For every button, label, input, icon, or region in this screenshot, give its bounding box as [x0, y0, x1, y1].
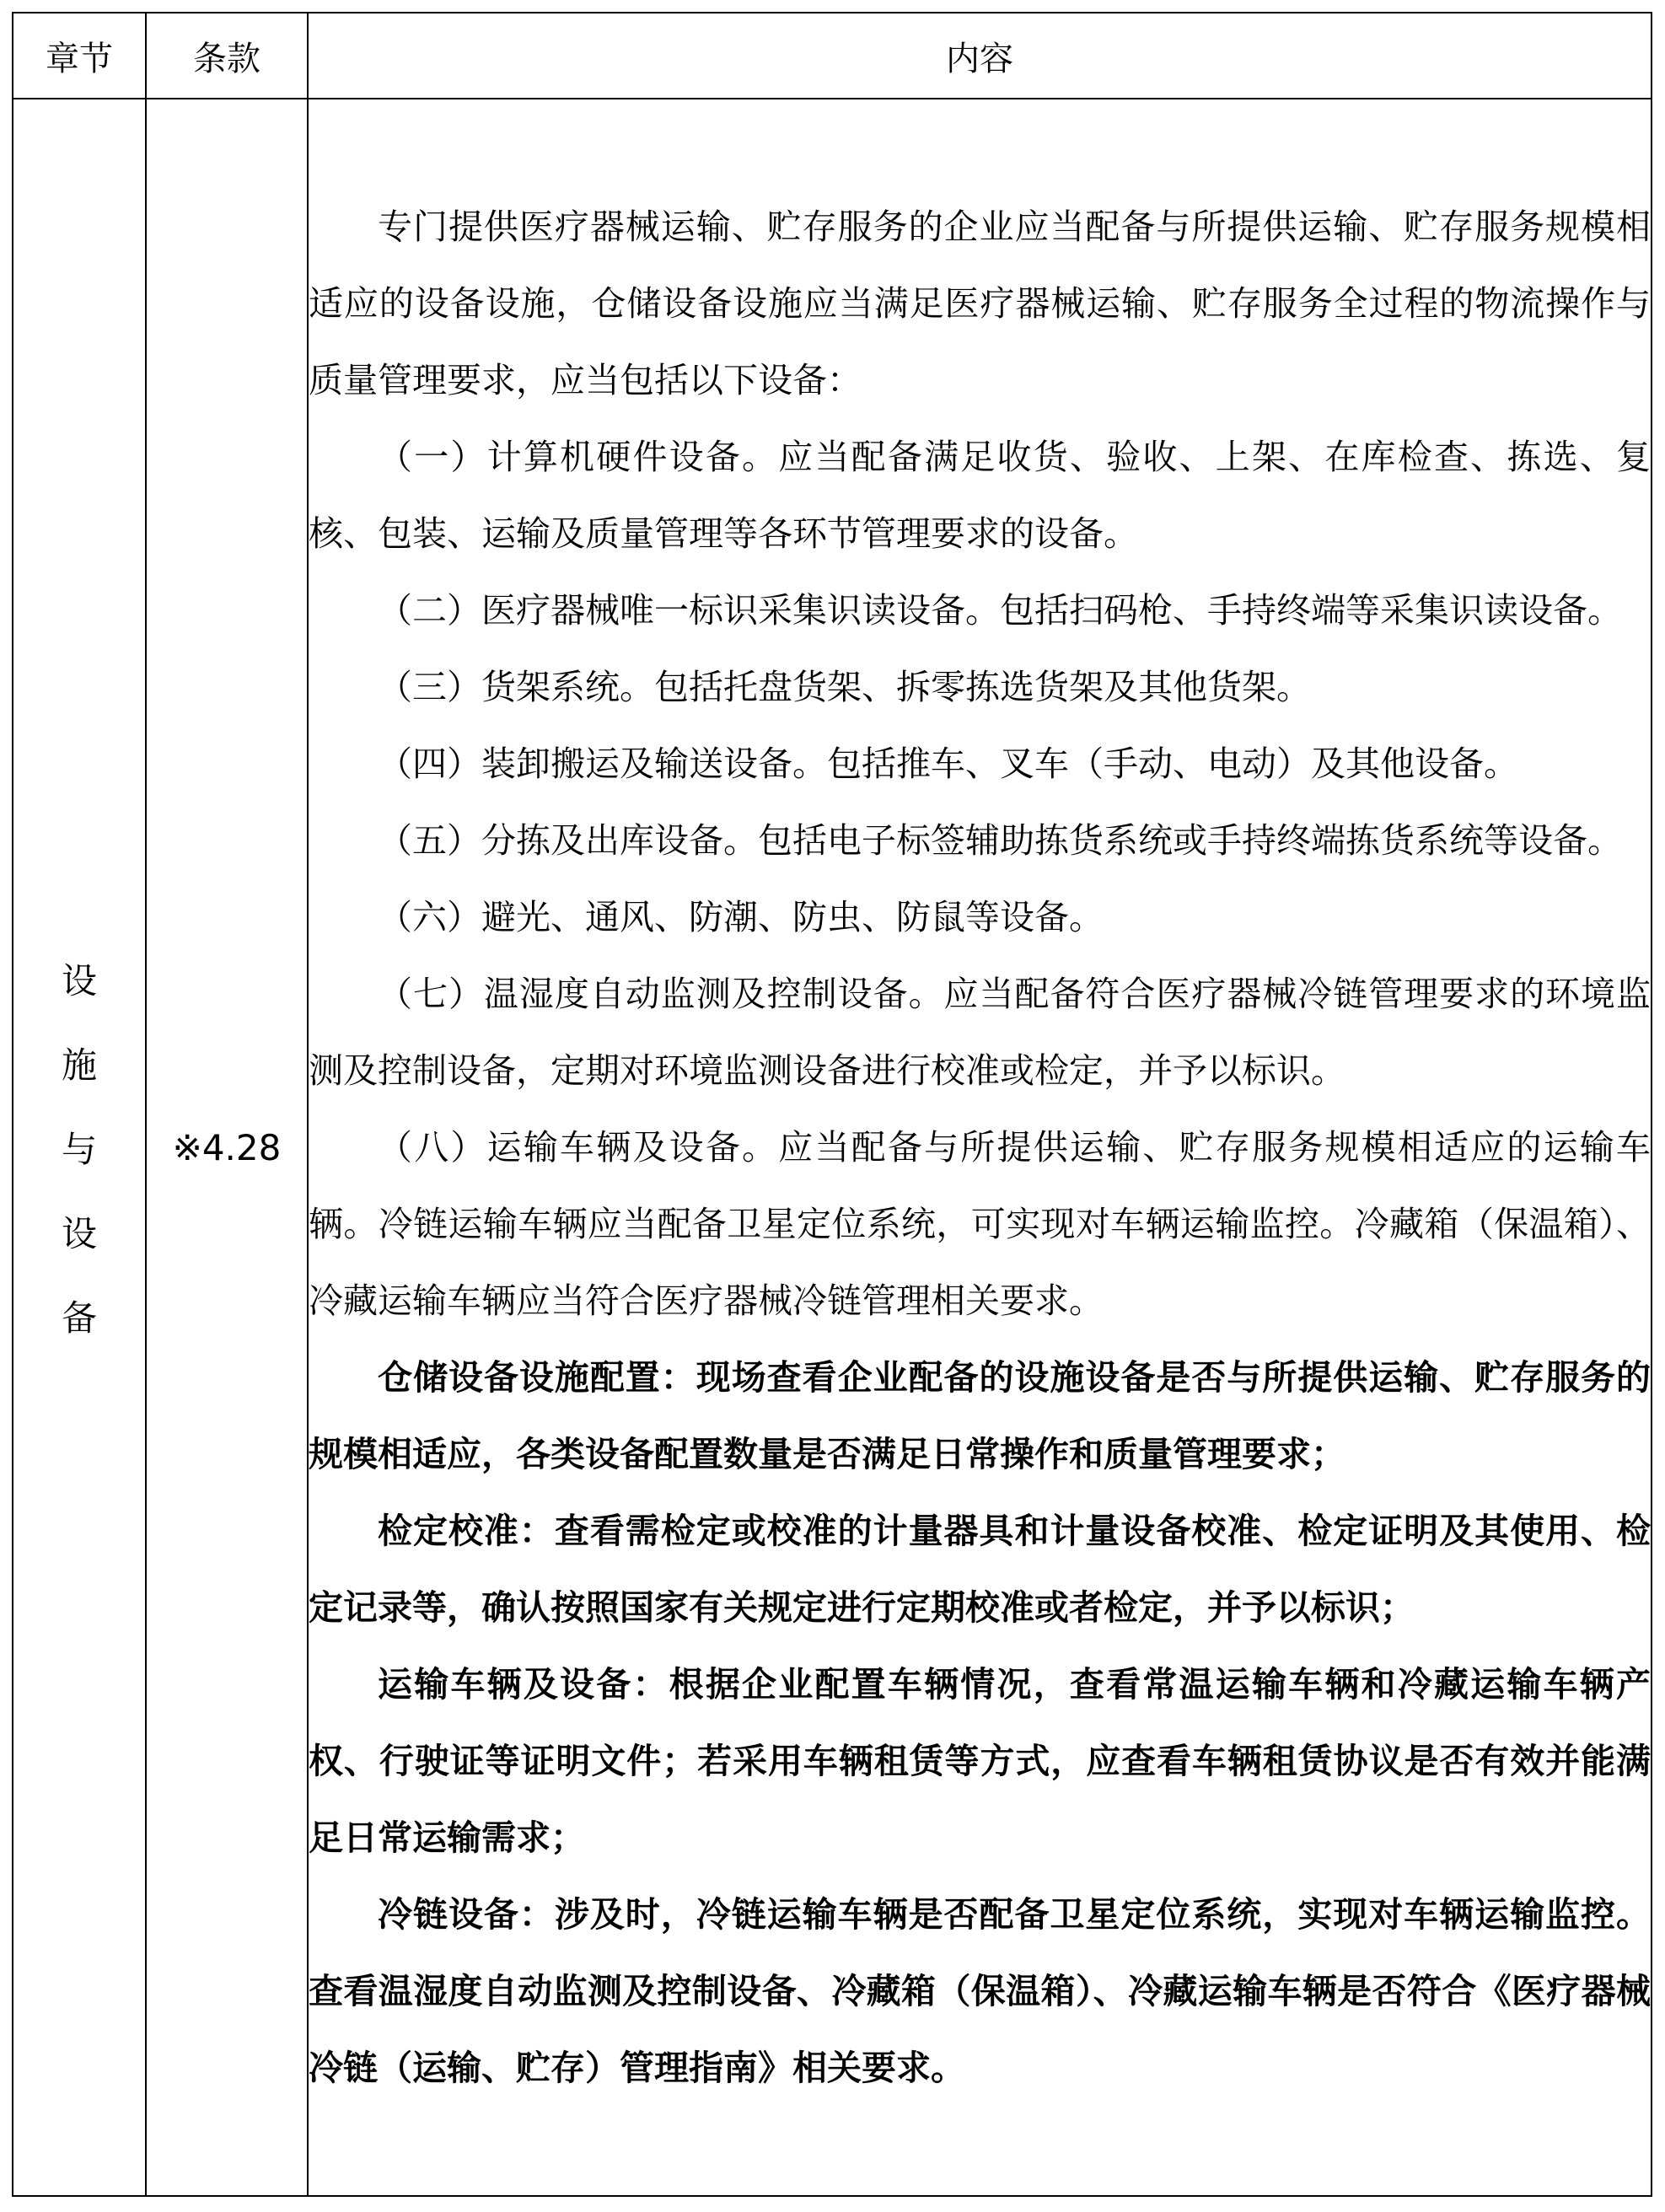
content-cell [308, 99, 1652, 2196]
inspection-paragraph: 检定校准：查看需检定或校准的计量器具和计量设备校准、检定证明及其使用、检定记录等，确认按照国家有关规定进行定期校准或者检定，并予以标识； [309, 1510, 1651, 1628]
chapter-name [13, 953, 145, 1341]
chapter-char: 设 [61, 960, 97, 1001]
inspection-table [12, 12, 1652, 2197]
content-paragraph: （七）温湿度自动监测及控制设备。应当配备符合医疗器械冷链管理要求的环境监测及控制设备，定期对环境监测设备进行校准或检定，并予以标识。 [309, 973, 1651, 1091]
inspection-paragraph: 运输车辆及设备：根据企业配置车辆情况，查看常温运输车辆和冷藏运输车辆产权、行驶证等证明文件；若采用车辆租赁等方式，应查看车辆租赁协议是否有效并能满足日常运输需求； [309, 1663, 1651, 1858]
content-paragraph: （三）货架系统。包括托盘货架、拆零拣选货架及其他货架。 [378, 666, 1311, 707]
content-paragraph: （一）计算机硬件设备。应当配备满足收货、验收、上架、在库检查、拣选、复核、包装、运输及质量管理等各环节管理要求的设备。 [309, 436, 1651, 554]
chapter-char: 与 [61, 1129, 97, 1170]
chapter-char: 备 [61, 1297, 97, 1339]
header-clause: 条款 [146, 13, 308, 99]
header-row [13, 13, 1652, 99]
header-content: 内容 [308, 13, 1652, 99]
chapter-char: 施 [61, 1044, 97, 1086]
content-paragraph: （六）避光、通风、防潮、防虫、防鼠等设备。 [378, 896, 1104, 937]
content-paragraph: （四）装卸搬运及输送设备。包括推车、叉车（手动、电动）及其他设备。 [378, 743, 1518, 784]
content-paragraph: （二）医疗器械唯一标识采集识读设备。包括扫码枪、手持终端等采集识读设备。 [378, 589, 1622, 631]
inspection-paragraph: 仓储设备设施配置：现场查看企业配备的设施设备是否与所提供运输、贮存服务的规模相适应，各类设备配置数量是否满足日常操作和质量管理要求； [309, 1356, 1651, 1474]
chapter-char: 设 [61, 1213, 97, 1254]
header-chapter: 章节 [13, 13, 146, 99]
chapter-cell [13, 99, 146, 2196]
clause-number: ※4.28 [146, 99, 308, 2196]
table-row [13, 99, 1652, 2196]
inspection-paragraph: 冷链设备：涉及时，冷链运输车辆是否配备卫星定位系统，实现对车辆运输监控。查看温湿度自动监测及控制设备、冷藏箱（保温箱）、冷藏运输车辆是否符合《医疗器械冷链（运输、贮存）管理指南》相关要求。 [309, 1893, 1651, 2088]
content-paragraph: 专门提供医疗器械运输、贮存服务的企业应当配备与所提供运输、贮存服务规模相适应的设备设施，仓储设备设施应当满足医疗器械运输、贮存服务全过程的物流操作与质量管理要求，应当包括以下设备： [309, 206, 1651, 400]
content-paragraph: （八）运输车辆及设备。应当配备与所提供运输、贮存服务规模相适应的运输车辆。冷链运输车辆应当配备卫星定位系统，可实现对车辆运输监控。冷藏箱（保温箱）、冷藏运输车辆应当符合医疗器械冷链管理相关要求。 [309, 1126, 1651, 1321]
content-paragraph: （五）分拣及出库设备。包括电子标签辅助拣货系统或手持终端拣货系统等设备。 [378, 819, 1622, 861]
